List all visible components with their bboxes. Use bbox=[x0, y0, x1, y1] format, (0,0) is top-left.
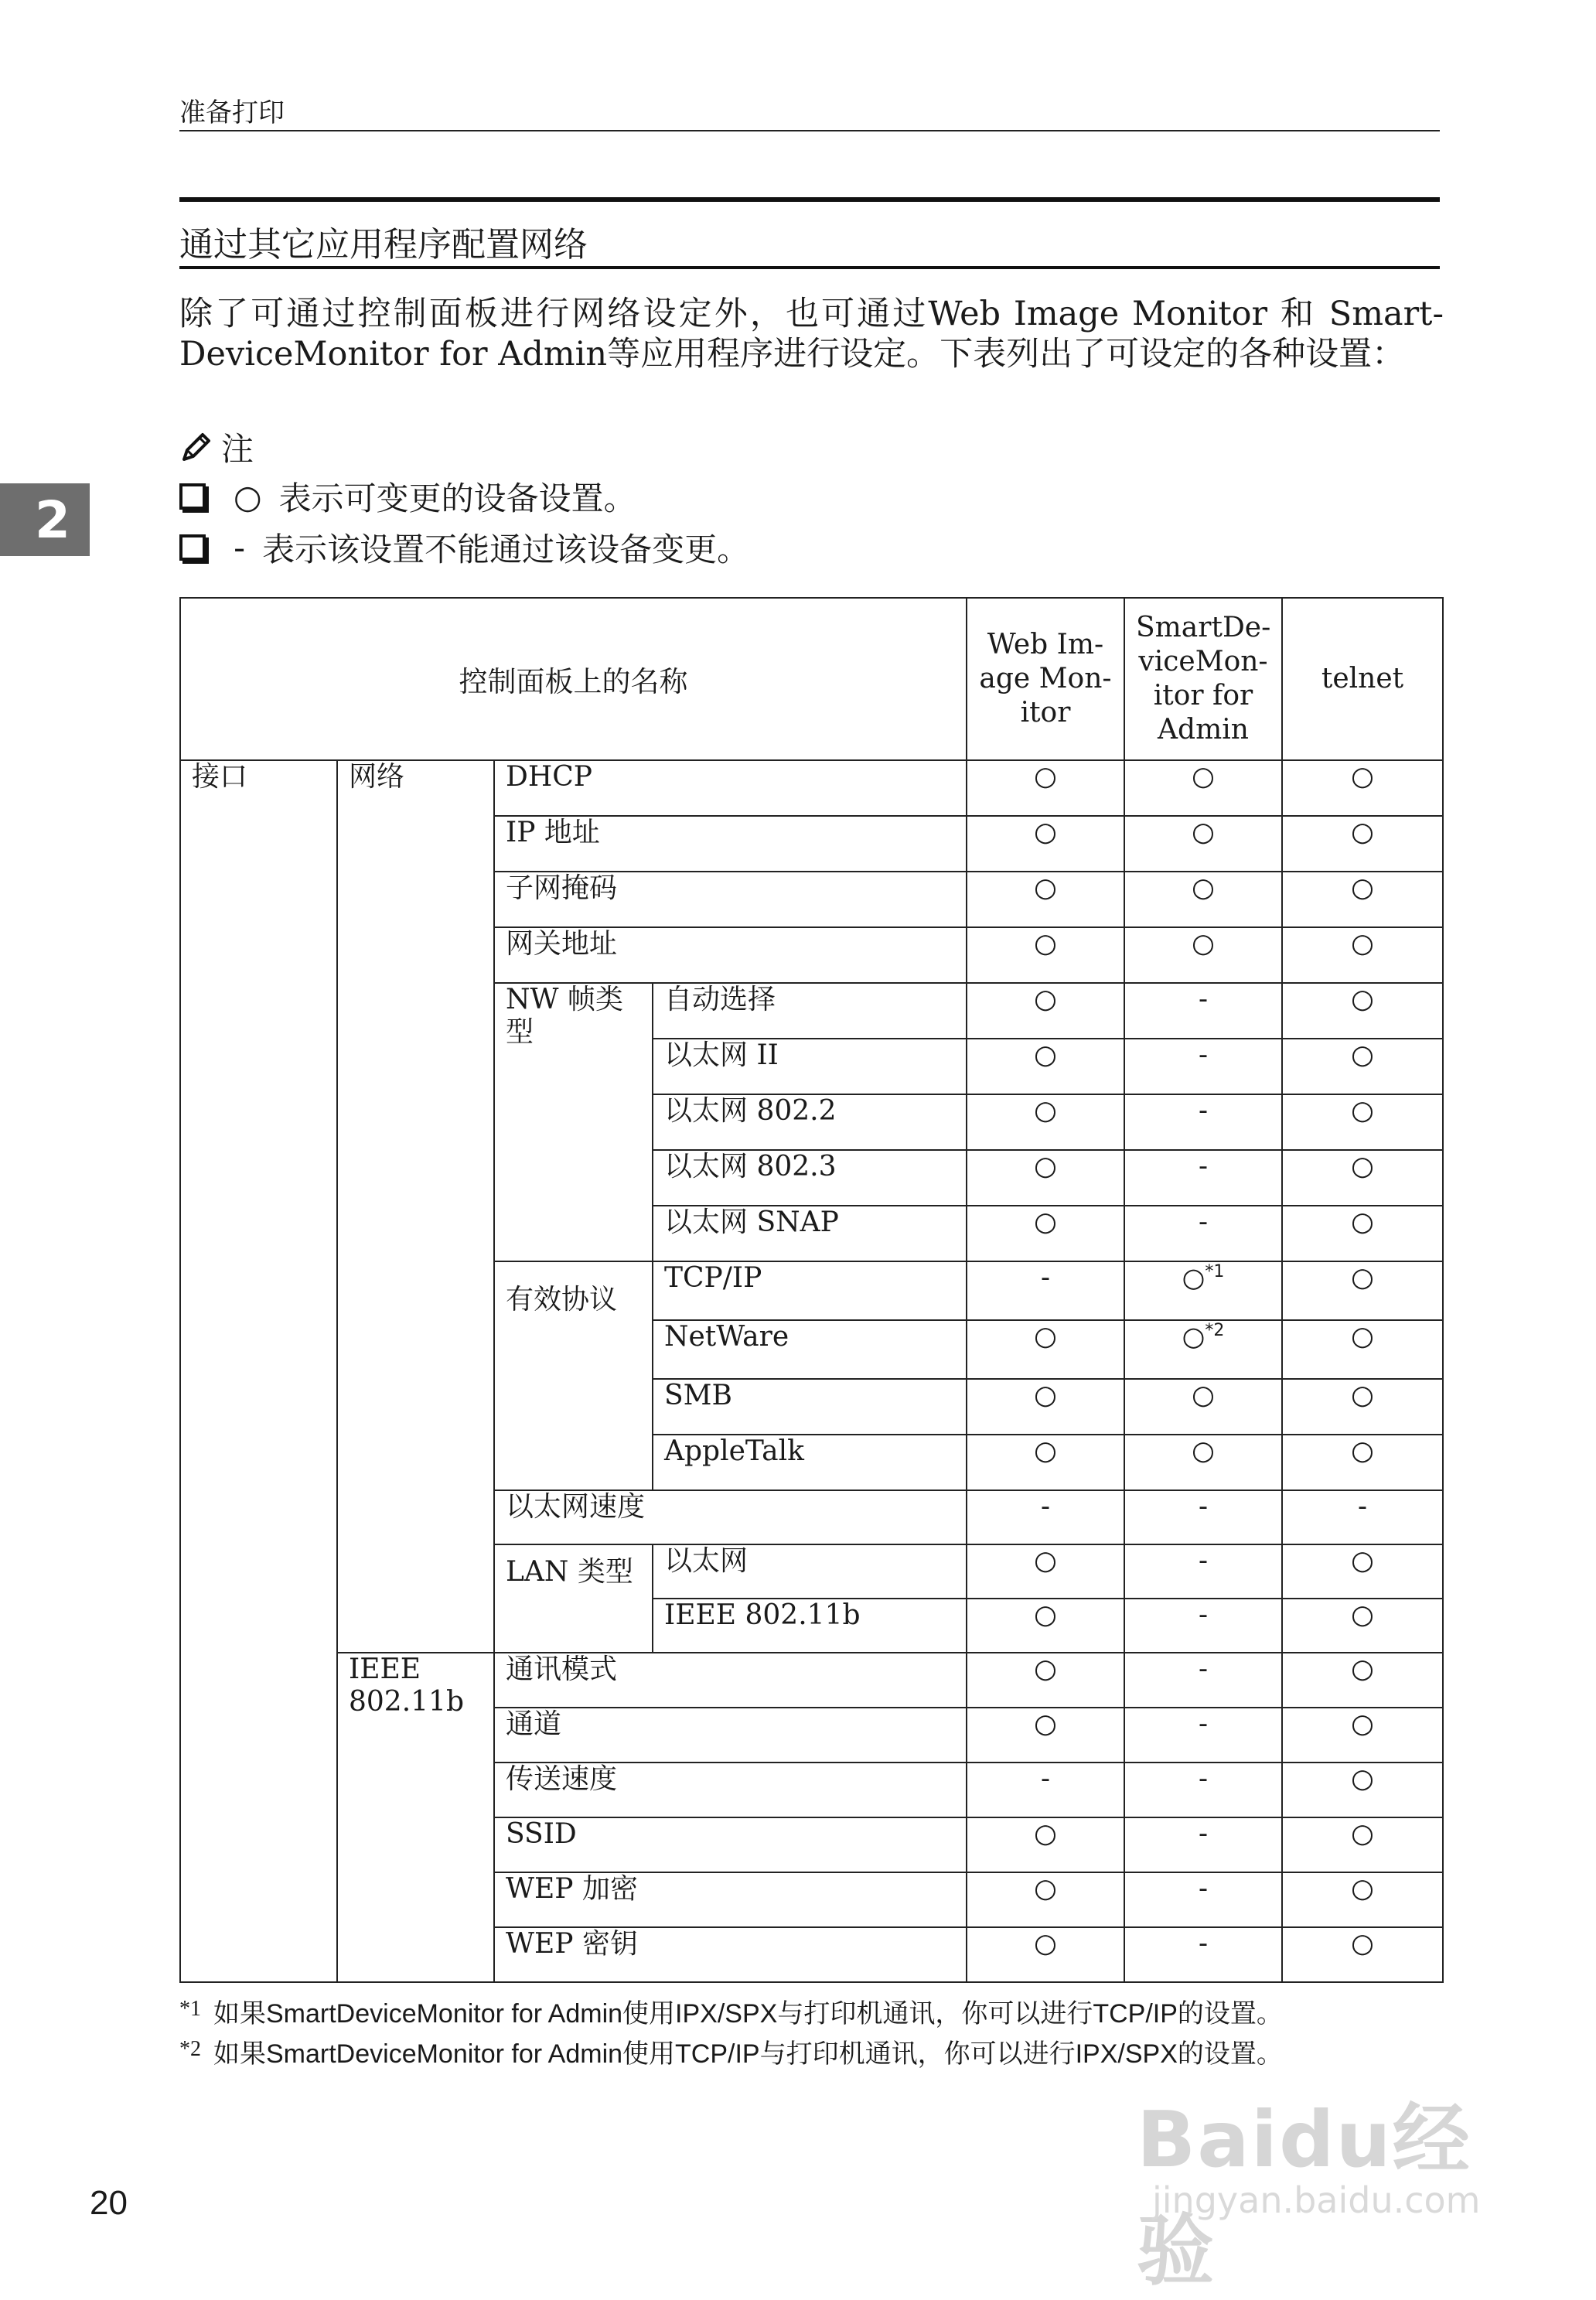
cell-sdm-value: ○ bbox=[1182, 1321, 1206, 1353]
group-ieee-80211b: IEEE 802.11b bbox=[337, 1653, 494, 1982]
group-interface: 接口 bbox=[180, 760, 337, 1982]
cell-telnet: ○ bbox=[1282, 1435, 1443, 1490]
cell-sdm: - bbox=[1124, 1817, 1282, 1872]
cell-telnet: ○ bbox=[1282, 1320, 1443, 1379]
cell-sdm: ○ bbox=[1124, 816, 1282, 872]
cell-telnet: ○ bbox=[1282, 760, 1443, 816]
cell-telnet: ○ bbox=[1282, 1872, 1443, 1927]
cell-sdm: - bbox=[1124, 1039, 1282, 1094]
cell-web: ○ bbox=[967, 1320, 1124, 1379]
cell-telnet: ○ bbox=[1282, 1817, 1443, 1872]
cell-sdm: - bbox=[1124, 1872, 1282, 1927]
cell-web: ○ bbox=[967, 1599, 1124, 1653]
cell-sdm: ○ bbox=[1124, 760, 1282, 816]
row-label: 自动选择 bbox=[653, 983, 967, 1039]
cell-telnet: ○ bbox=[1282, 1653, 1443, 1708]
cell-telnet: ○ bbox=[1282, 1206, 1443, 1261]
cell-web: ○ bbox=[967, 816, 1124, 872]
footnotes bbox=[179, 1994, 1283, 2074]
cell-telnet: ○ bbox=[1282, 1927, 1443, 1982]
row-label: WEP 加密 bbox=[494, 1872, 967, 1927]
cell-sdm: ○ bbox=[1124, 927, 1282, 983]
cell-sdm: ○ bbox=[1124, 872, 1282, 927]
note-text: 表示可变更的设备设置。 bbox=[278, 479, 636, 517]
note-symbol: ○ bbox=[234, 477, 262, 516]
note-heading bbox=[179, 424, 254, 470]
cell-telnet: ○ bbox=[1282, 816, 1443, 872]
section-title: 通过其它应用程序配置网络 bbox=[179, 225, 588, 264]
cell-web: ○ bbox=[967, 760, 1124, 816]
cell-sdm-value: ○ bbox=[1182, 1262, 1206, 1294]
cell-web: ○ bbox=[967, 1817, 1124, 1872]
header-web-image-monitor: Web Im-age Mon-itor bbox=[967, 598, 1124, 760]
row-label: IEEE 802.11b bbox=[653, 1599, 967, 1653]
cell-sdm: - bbox=[1124, 1927, 1282, 1982]
note-item bbox=[179, 524, 749, 571]
cell-sdm: - bbox=[1124, 1206, 1282, 1261]
cell-web: ○ bbox=[967, 1435, 1124, 1490]
cell-web: ○ bbox=[967, 1379, 1124, 1435]
row-label: 子网掩码 bbox=[494, 872, 967, 927]
footnote-mark: *2 bbox=[179, 2037, 201, 2061]
cell-telnet: - bbox=[1282, 1490, 1443, 1544]
header-rule bbox=[179, 130, 1440, 131]
row-label: 网关地址 bbox=[494, 927, 967, 983]
cell-telnet: ○ bbox=[1282, 1708, 1443, 1763]
cell-web: ○ bbox=[967, 983, 1124, 1039]
footnote-mark: *1 bbox=[179, 1997, 201, 2021]
row-label: 以太网 SNAP bbox=[653, 1206, 967, 1261]
row-label: NetWare bbox=[653, 1320, 967, 1379]
note-item bbox=[179, 473, 636, 520]
section-rule-top bbox=[179, 197, 1440, 202]
section-rule-bottom bbox=[179, 266, 1440, 269]
row-label: 以太网速度 bbox=[494, 1490, 967, 1544]
row-label: SSID bbox=[494, 1817, 967, 1872]
row-label: 传送速度 bbox=[494, 1763, 967, 1817]
cell-web: ○ bbox=[967, 1653, 1124, 1708]
note-heading-label: 注 bbox=[221, 430, 254, 468]
page-number: 20 bbox=[90, 2184, 128, 2222]
cell-web: ○ bbox=[967, 1927, 1124, 1982]
cell-web: ○ bbox=[967, 1206, 1124, 1261]
footnote-ref: *1 bbox=[1205, 1262, 1225, 1281]
table-row bbox=[180, 1653, 1443, 1708]
footnote-ref: *2 bbox=[1205, 1321, 1225, 1340]
footnote bbox=[179, 2034, 1283, 2074]
cell-sdm: ○ bbox=[1124, 1435, 1282, 1490]
row-label: TCP/IP bbox=[653, 1261, 967, 1320]
cell-sdm: - bbox=[1124, 1763, 1282, 1817]
cell-telnet: ○ bbox=[1282, 1039, 1443, 1094]
pencil-icon bbox=[179, 430, 213, 464]
cell-telnet: ○ bbox=[1282, 1261, 1443, 1320]
cell-telnet: ○ bbox=[1282, 1094, 1443, 1150]
cell-sdm: - bbox=[1124, 1094, 1282, 1150]
watermark-url: jingyan.baidu.com bbox=[1152, 2179, 1481, 2221]
cell-telnet: ○ bbox=[1282, 872, 1443, 927]
cell-telnet: ○ bbox=[1282, 1150, 1443, 1206]
row-label: WEP 密钥 bbox=[494, 1927, 967, 1982]
running-header: 准备打印 bbox=[179, 97, 285, 128]
cell-telnet: ○ bbox=[1282, 1379, 1443, 1435]
table-header-row bbox=[180, 598, 1443, 760]
cell-sdm: ○ bbox=[1124, 1379, 1282, 1435]
cell-sdm: - bbox=[1124, 1544, 1282, 1599]
note-symbol: - bbox=[234, 528, 246, 567]
cell-web: ○ bbox=[967, 927, 1124, 983]
table-row bbox=[180, 760, 1443, 816]
row-label: IP 地址 bbox=[494, 816, 967, 872]
cell-sdm bbox=[1124, 1261, 1282, 1320]
row-label: SMB bbox=[653, 1379, 967, 1435]
cell-sdm: - bbox=[1124, 1653, 1282, 1708]
footnote bbox=[179, 1994, 1283, 2034]
header-control-panel-name: 控制面板上的名称 bbox=[180, 598, 967, 760]
cell-sdm: - bbox=[1124, 983, 1282, 1039]
row-label: AppleTalk bbox=[653, 1435, 967, 1490]
row-label: 通讯模式 bbox=[494, 1653, 967, 1708]
header-telnet: telnet bbox=[1282, 598, 1443, 760]
row-label: 以太网 802.2 bbox=[653, 1094, 967, 1150]
cell-sdm: - bbox=[1124, 1490, 1282, 1544]
group-network: 网络 bbox=[337, 760, 494, 1653]
cell-telnet: ○ bbox=[1282, 1599, 1443, 1653]
row-label: 以太网 bbox=[653, 1544, 967, 1599]
cell-telnet: ○ bbox=[1282, 927, 1443, 983]
row-label: 通道 bbox=[494, 1708, 967, 1763]
sub-nw-frame-type: NW 帧类型 bbox=[494, 983, 653, 1261]
chapter-tab: 2 bbox=[0, 483, 90, 556]
sub-active-protocol: 有效协议 bbox=[494, 1261, 653, 1490]
row-label: 以太网 II bbox=[653, 1039, 967, 1094]
cell-web: ○ bbox=[967, 1544, 1124, 1599]
cell-sdm: - bbox=[1124, 1150, 1282, 1206]
cell-web: ○ bbox=[967, 1039, 1124, 1094]
watermark bbox=[1137, 2077, 1523, 2296]
row-label: 以太网 802.3 bbox=[653, 1150, 967, 1206]
intro-paragraph: 除了可通过控制面板进行网络设定外，也可通过Web Image Monitor 和 Smart-DeviceMonitor for Admin等应用程序进行设定。下表列出了可设定的各种设置： bbox=[179, 295, 1444, 374]
cell-telnet: ○ bbox=[1282, 1763, 1443, 1817]
cell-web: ○ bbox=[967, 1708, 1124, 1763]
row-label: DHCP bbox=[494, 760, 967, 816]
cell-web: ○ bbox=[967, 872, 1124, 927]
cell-sdm bbox=[1124, 1320, 1282, 1379]
footnote-text: 如果SmartDeviceMonitor for Admin使用IPX/SPX与打印机通讯，你可以进行TCP/IP的设置。 bbox=[213, 1999, 1283, 2029]
cell-web: ○ bbox=[967, 1150, 1124, 1206]
header-smartdevicemonitor: SmartDe-viceMon-itor for Admin bbox=[1124, 598, 1282, 760]
note-text: 表示该设置不能通过该设备变更。 bbox=[262, 531, 750, 568]
footnote-text: 如果SmartDeviceMonitor for Admin使用TCP/IP与打印机通讯，你可以进行IPX/SPX的设置。 bbox=[213, 2039, 1283, 2069]
cell-web: - bbox=[967, 1261, 1124, 1320]
cell-web: ○ bbox=[967, 1094, 1124, 1150]
cell-web: - bbox=[967, 1490, 1124, 1544]
checkbox-bullet-icon bbox=[179, 534, 206, 561]
cell-sdm: - bbox=[1124, 1599, 1282, 1653]
cell-sdm: - bbox=[1124, 1708, 1282, 1763]
checkbox-bullet-icon bbox=[179, 483, 206, 510]
cell-web: ○ bbox=[967, 1872, 1124, 1927]
sub-lan-type: LAN 类型 bbox=[494, 1544, 653, 1653]
cell-telnet: ○ bbox=[1282, 1544, 1443, 1599]
cell-web: - bbox=[967, 1763, 1124, 1817]
settings-table bbox=[179, 597, 1444, 1983]
cell-telnet: ○ bbox=[1282, 983, 1443, 1039]
watermark-brand: Baidu经验 bbox=[1137, 2094, 1472, 2296]
